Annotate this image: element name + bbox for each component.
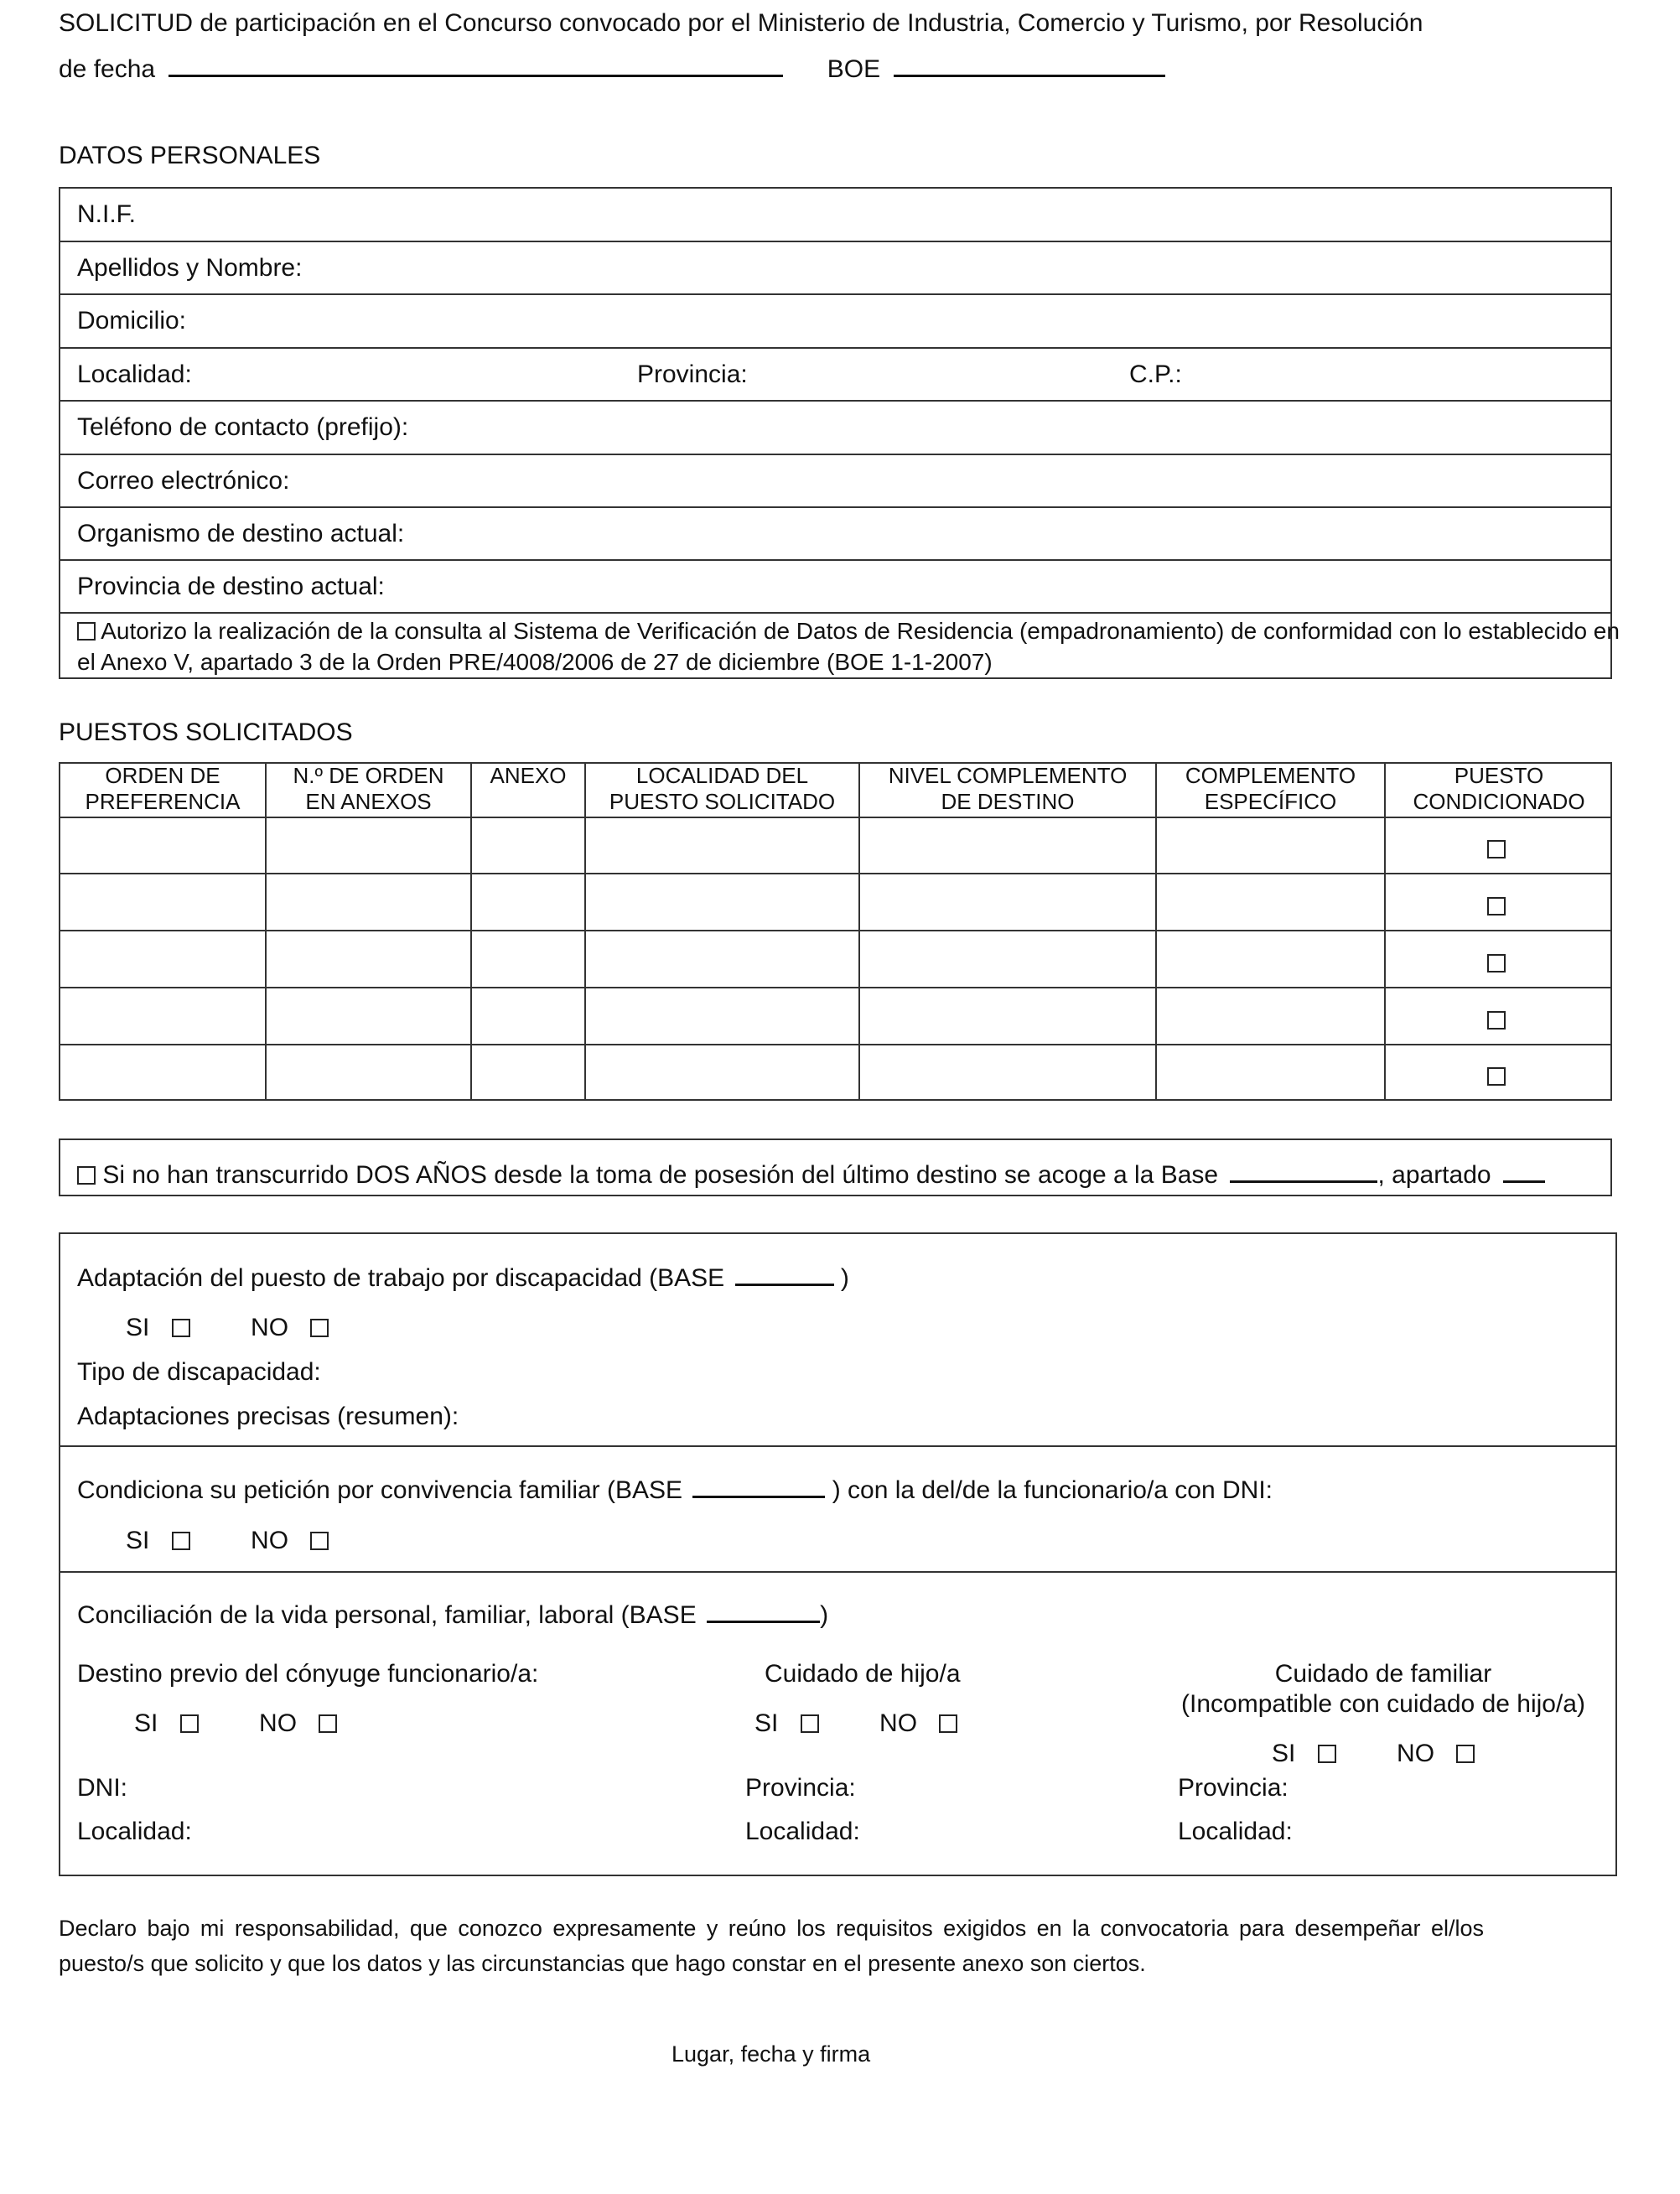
condicionado-checkbox-1[interactable] <box>1487 840 1506 858</box>
cp-field[interactable]: C.P.: <box>1129 360 1182 388</box>
hijo-si-no: SI NO <box>754 1709 957 1739</box>
fecha-label: de fecha <box>59 55 156 83</box>
convivencia-si-no: SI NO <box>126 1526 329 1556</box>
conciliacion-base-field[interactable] <box>707 1600 820 1623</box>
apellidos-nombre-field[interactable]: Apellidos y Nombre: <box>77 254 303 282</box>
autorizo-line-2: el Anexo V, apartado 3 de la Orden PRE/4008/2006 de 27 de diciembre (BOE 1-1-2007) <box>77 649 993 675</box>
provincia-destino-field[interactable]: Provincia de destino actual: <box>77 573 385 600</box>
convivencia-base-field[interactable] <box>692 1476 825 1498</box>
declaracion-line-2: puesto/s que solicito y que los datos y las circunstancias que hago constar en el presente anexo son ciertos. <box>59 1951 1146 1976</box>
autorizo-checkbox[interactable] <box>77 622 96 641</box>
apartado-field[interactable] <box>1503 1160 1545 1183</box>
localidad-field[interactable]: Localidad: <box>77 360 192 388</box>
domicilio-field[interactable]: Domicilio: <box>77 307 187 335</box>
condicionado-checkbox-4[interactable] <box>1487 1011 1506 1030</box>
dos-anos-text: Si no han transcurrido DOS AÑOS desde la toma de posesión del último destino se acoge a la Base <box>102 1161 1219 1189</box>
header-line-2 <box>59 53 1165 85</box>
condicionado-checkbox-2[interactable] <box>1487 897 1506 915</box>
correo-field[interactable]: Correo electrónico: <box>77 467 290 495</box>
puestos-heading: PUESTOS SOLICITADOS <box>59 718 353 746</box>
fecha-field[interactable] <box>169 53 783 77</box>
hijo-localidad-field[interactable]: Localidad: <box>745 1818 860 1845</box>
adaptacion-no-checkbox[interactable] <box>310 1319 329 1337</box>
organismo-destino-field[interactable]: Organismo de destino actual: <box>77 520 405 547</box>
adaptaciones-precisas-field[interactable]: Adaptaciones precisas (resumen): <box>77 1403 459 1430</box>
familiar-localidad-field[interactable]: Localidad: <box>1178 1818 1293 1845</box>
familiar-si-checkbox[interactable] <box>1318 1745 1336 1763</box>
lugar-fecha-firma: Lugar, fecha y firma <box>671 2041 871 2067</box>
conyuge-si-no: SI NO <box>134 1709 337 1739</box>
declaracion-line-1: Declaro bajo mi responsabilidad, que conozco expresamente y reúno los requisitos exigidos en la convocatoria para desempeñar el/los <box>59 1916 1484 1941</box>
condicionado-checkbox-5[interactable] <box>1487 1067 1506 1086</box>
adaptacion-si-checkbox[interactable] <box>172 1319 190 1337</box>
col-localidad-puesto: LOCALIDAD DEL PUESTO SOLICITADO <box>609 763 836 814</box>
cuidado-hijo-label: Cuidado de hijo/a <box>765 1660 961 1688</box>
convivencia-no-checkbox[interactable] <box>310 1532 329 1550</box>
convivencia-si-checkbox[interactable] <box>172 1532 190 1550</box>
hijo-provincia-field[interactable]: Provincia: <box>745 1774 856 1802</box>
nif-field[interactable]: N.I.F. <box>77 200 137 228</box>
familiar-si-no: SI NO <box>1272 1739 1475 1769</box>
convivencia-title: Condiciona su petición por convivencia familiar (BASE ) con la del/de la funcionario/a con DNI: <box>77 1476 1273 1504</box>
col-anexo: ANEXO <box>490 763 567 788</box>
adaptacion-base-field[interactable] <box>735 1263 834 1286</box>
familiar-provincia-field[interactable]: Provincia: <box>1178 1774 1289 1802</box>
autorizo-line-1 <box>77 617 1620 646</box>
tipo-discapacidad-field[interactable]: Tipo de discapacidad: <box>77 1358 321 1386</box>
conyuge-si-checkbox[interactable] <box>180 1714 199 1733</box>
header-line-1: SOLICITUD de participación en el Concurso convocado por el Ministerio de Industria, Comercio y Turismo, por Resolución <box>59 9 1423 37</box>
boe-label: BOE <box>827 55 881 83</box>
col-puesto-condicionado: PUESTO CONDICIONADO <box>1413 763 1585 814</box>
hijo-si-checkbox[interactable] <box>801 1714 819 1733</box>
familiar-no-checkbox[interactable] <box>1456 1745 1475 1763</box>
datos-personales-heading: DATOS PERSONALES <box>59 142 321 169</box>
conyuge-dni-field[interactable]: DNI: <box>77 1774 127 1802</box>
col-orden-preferencia: ORDEN DE PREFERENCIA <box>85 763 241 814</box>
base-field[interactable] <box>1230 1160 1377 1183</box>
adaptacion-si-no: SI NO <box>126 1313 329 1343</box>
dos-anos-checkbox[interactable] <box>77 1166 96 1185</box>
dos-anos-line <box>77 1160 1545 1190</box>
apartado-label: , apartado <box>1377 1161 1491 1189</box>
destino-conyuge-label: Destino previo del cónyuge funcionario/a: <box>77 1660 539 1688</box>
provincia-field[interactable]: Provincia: <box>637 360 748 388</box>
col-nivel-complemento: NIVEL COMPLEMENTO DE DESTINO <box>888 763 1128 814</box>
autorizo-text: Autorizo la realización de la consulta al Sistema de Verificación de Datos de Residencia (empadronamiento) de conformidad con lo establecido en <box>101 618 1620 644</box>
hijo-no-checkbox[interactable] <box>939 1714 957 1733</box>
telefono-field[interactable]: Teléfono de contacto (prefijo): <box>77 413 409 441</box>
incompatible-label: (Incompatible con cuidado de hijo/a) <box>1181 1690 1585 1718</box>
col-complemento-especifico: COMPLEMENTO ESPECÍFICO <box>1185 763 1356 814</box>
conyuge-localidad-field[interactable]: Localidad: <box>77 1818 192 1845</box>
adaptacion-title: Adaptación del puesto de trabajo por discapacidad (BASE ) <box>77 1264 849 1292</box>
col-numero-orden: N.º DE ORDEN EN ANEXOS <box>293 763 444 814</box>
cuidado-familiar-label: Cuidado de familiar <box>1274 1660 1492 1688</box>
boe-field[interactable] <box>894 53 1165 77</box>
conyuge-no-checkbox[interactable] <box>319 1714 337 1733</box>
condicionado-checkbox-3[interactable] <box>1487 954 1506 973</box>
conciliacion-title: Conciliación de la vida personal, familiar, laboral (BASE ) <box>77 1601 829 1629</box>
